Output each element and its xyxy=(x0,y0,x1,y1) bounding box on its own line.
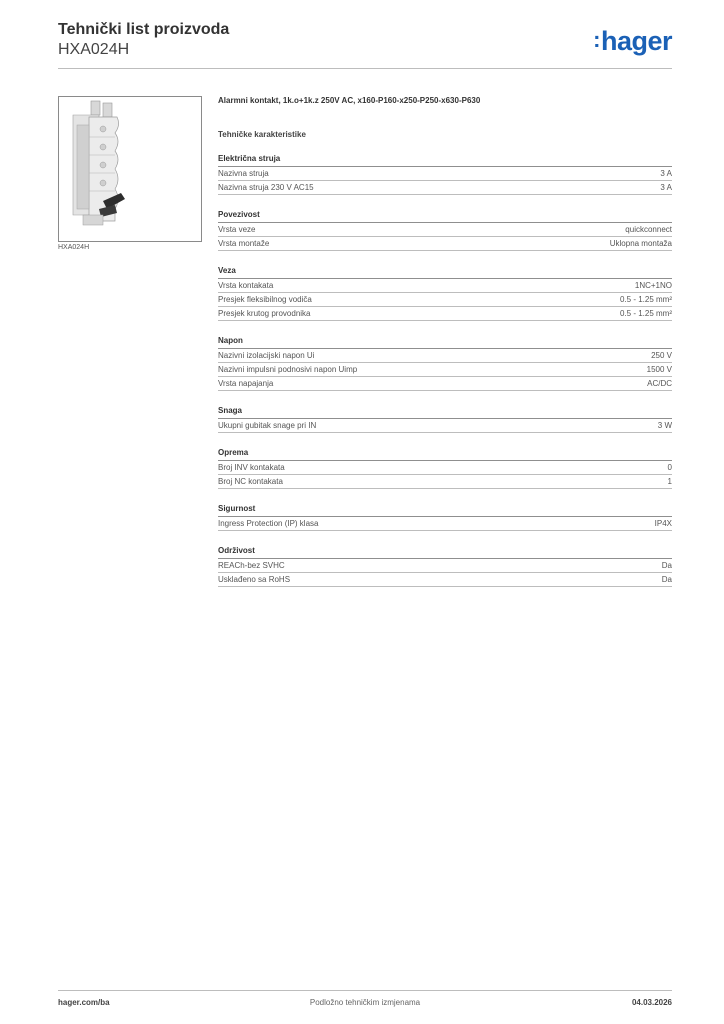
spec-group-title: Električna struja xyxy=(218,139,672,167)
hager-logo xyxy=(593,26,672,57)
spec-label: Nazivna struja xyxy=(218,169,269,178)
spec-value: 1500 V xyxy=(646,365,672,374)
spec-label: Vrsta napajanja xyxy=(218,379,274,388)
product-image xyxy=(58,96,202,242)
spec-group xyxy=(218,195,672,251)
page-header xyxy=(58,20,672,60)
spec-label: Broj INV kontakata xyxy=(218,463,285,472)
spec-group xyxy=(218,433,672,489)
logo-text: hager xyxy=(600,26,672,56)
spec-group xyxy=(218,391,672,433)
document-title: Tehnički list proizvoda xyxy=(58,21,230,38)
spec-group xyxy=(218,489,672,531)
spec-group xyxy=(218,139,672,195)
spec-row xyxy=(218,307,672,321)
spec-group-title: Snaga xyxy=(218,391,672,419)
spec-value: 0.5 - 1.25 mm² xyxy=(619,309,672,318)
spec-value: Da xyxy=(661,561,672,570)
spec-label: Ingress Protection (IP) klasa xyxy=(218,519,319,528)
spec-value: 3 A xyxy=(660,183,672,192)
spec-value: 1 xyxy=(667,477,672,486)
spec-group-title: Sigurnost xyxy=(218,489,672,517)
spec-row xyxy=(218,461,672,475)
spec-label: Vrsta veze xyxy=(218,225,256,234)
spec-label: Nazivni izolacijski napon Ui xyxy=(218,351,315,360)
spec-row xyxy=(218,279,672,293)
spec-row xyxy=(218,517,672,531)
footer-divider xyxy=(58,990,672,991)
spec-group-title: Održivost xyxy=(218,531,672,559)
spec-row xyxy=(218,377,672,391)
spec-value: AC/DC xyxy=(647,379,672,388)
spec-row xyxy=(218,363,672,377)
spec-group-title: Povezivost xyxy=(218,195,672,223)
footer-notice: Podložno tehničkim izmjenama xyxy=(309,998,421,1007)
spec-group xyxy=(218,251,672,321)
spec-group xyxy=(218,321,672,391)
spec-group-title: Napon xyxy=(218,321,672,349)
spec-label: Vrsta montaže xyxy=(218,239,270,248)
spec-value: 0.5 - 1.25 mm² xyxy=(619,295,672,304)
spec-label: Vrsta kontakata xyxy=(218,281,274,290)
auxiliary-contact-image xyxy=(59,97,201,241)
spec-label: REACh-bez SVHC xyxy=(218,561,285,570)
spec-row xyxy=(218,181,672,195)
spec-row xyxy=(218,559,672,573)
spec-label: Presjek fleksibilnog vodiča xyxy=(218,295,312,304)
spec-group-title: Oprema xyxy=(218,433,672,461)
header-divider xyxy=(58,68,672,69)
footer-date: 04.03.2026 xyxy=(631,998,672,1007)
spec-value: Da xyxy=(661,575,672,584)
spec-row xyxy=(218,293,672,307)
spec-row xyxy=(218,419,672,433)
spec-label: Usklađeno sa RoHS xyxy=(218,575,291,584)
spec-label: Nazivni impulsni podnosivi napon Uimp xyxy=(218,365,358,374)
spec-label: Nazivna struja 230 V AC15 xyxy=(218,183,314,192)
spec-row xyxy=(218,573,672,587)
spec-group-title: Veza xyxy=(218,251,672,279)
spec-label: Presjek krutog provodnika xyxy=(218,309,311,318)
footer-website: hager.com/ba xyxy=(58,998,110,1007)
spec-group xyxy=(218,531,672,587)
tech-characteristics-heading: Tehničke karakteristike xyxy=(218,130,306,139)
spec-value: quickconnect xyxy=(625,225,672,234)
spec-row xyxy=(218,223,672,237)
product-description: Alarmni kontakt, 1k.o+1k.z 250V AC, x160-P160-x250-P250-x630-P630 xyxy=(218,96,481,105)
spec-row xyxy=(218,349,672,363)
product-code: HXA024H xyxy=(58,41,130,58)
logo-colon-icon: : xyxy=(593,27,600,52)
spec-value: Uklopna montaža xyxy=(609,239,672,248)
spec-value: IP4X xyxy=(654,519,672,528)
spec-label: Ukupni gubitak snage pri IN xyxy=(218,421,317,430)
spec-label: Broj NC kontakata xyxy=(218,477,283,486)
spec-value: 1NC+1NO xyxy=(634,281,672,290)
spec-groups xyxy=(218,139,672,587)
spec-row xyxy=(218,167,672,181)
spec-row xyxy=(218,237,672,251)
spec-value: 3 W xyxy=(657,421,672,430)
spec-value: 0 xyxy=(667,463,672,472)
spec-value: 250 V xyxy=(651,351,672,360)
spec-content xyxy=(218,94,672,587)
spec-value: 3 A xyxy=(660,169,672,178)
product-image-caption: HXA024H xyxy=(58,244,90,251)
spec-row xyxy=(218,475,672,489)
